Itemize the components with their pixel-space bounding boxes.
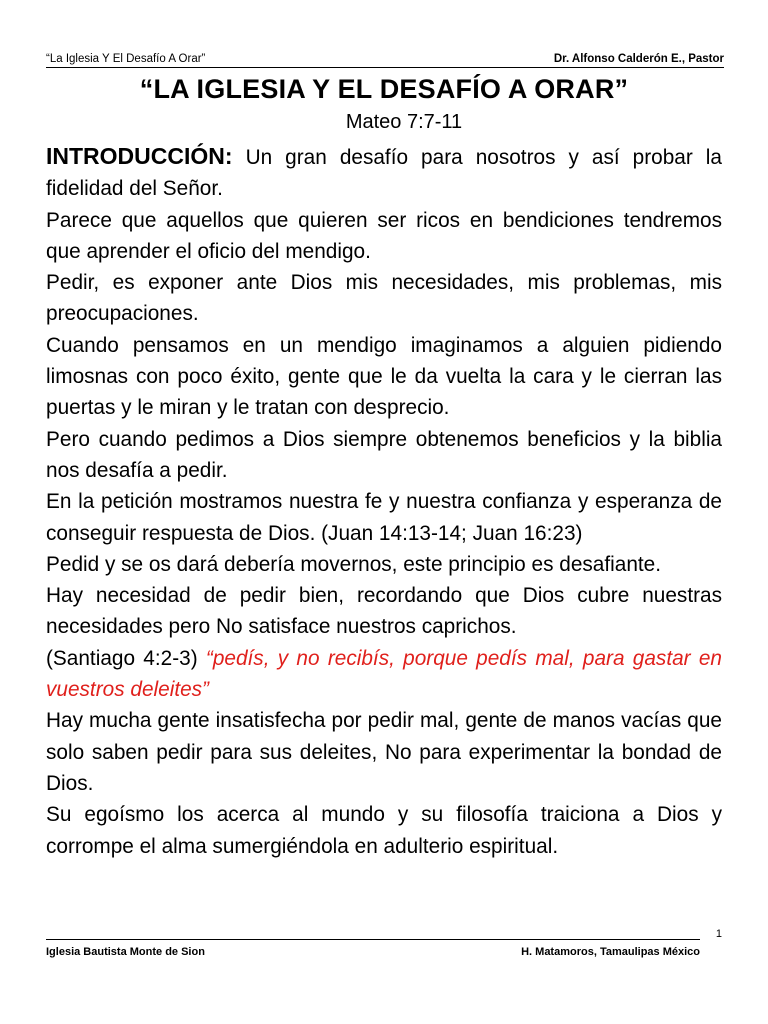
quote-paragraph [46, 643, 722, 706]
paragraph-6: Pedid y se os dará debería movernos, este principio es desafiante. [46, 552, 662, 576]
intro-text: Un gran desafío para nosotros y así probar la fidelidad del Señor. [46, 146, 722, 201]
footer-location: H. Matamoros, Tamaulipas México [521, 946, 700, 958]
intro-label: INTRODUCCIÓN: [46, 143, 233, 169]
paragraph-1: Parece que aquellos que quieren ser ricos en bendiciones tendremos que aprender el oficio del mendigo. [46, 208, 722, 263]
paragraph-7: Hay necesidad de pedir bien, recordando que Dios cubre nuestras necesidades pero No satisface nuestros caprichos. [46, 584, 722, 639]
page-header [46, 47, 724, 68]
paragraph-8: Hay mucha gente insatisfecha por pedir mal, gente de manos vacías que solo saben pedir para sus deleites, No para experimentar la bondad de Dios. [46, 709, 722, 795]
page-footer [46, 939, 700, 958]
header-document-title: “La Iglesia Y El Desafío A Orar” [46, 53, 206, 65]
paragraph-5: En la petición mostramos nuestra fe y nuestra confianza y esperanza de conseguir respuesta de Dios. (Juan 14:13-14; Juan 16:23) [46, 490, 722, 545]
document-body [46, 141, 722, 862]
page-title: “LA IGLESIA Y EL DESAFÍO A ORAR” [139, 74, 629, 104]
scripture-reference: Mateo 7:7-11 [345, 111, 463, 133]
quote-reference: (Santiago 4:2-3) [46, 646, 206, 670]
page-number: 1 [715, 928, 722, 940]
paragraph-4: Pero cuando pedimos a Dios siempre obtenemos beneficios y la biblia nos desafía a pedir. [46, 427, 722, 482]
footer-church: Iglesia Bautista Monte de Sion [46, 946, 205, 958]
paragraph-9: Su egoísmo los acerca al mundo y su filosofía traiciona a Dios y corrompe el alma sumergiéndola en adulterio espiritual. [46, 803, 722, 858]
header-author: Dr. Alfonso Calderón E., Pastor [553, 53, 724, 65]
paragraph-3: Cuando pensamos en un mendigo imaginamos a alguien pidiendo limosnas con poco éxito, gente que le da vuelta la cara y le cierran las puertas y le miran y le tratan con desprecio. [46, 333, 722, 420]
intro-paragraph [46, 141, 722, 205]
quote-text: “pedís, y no recibís, porque pedís mal, para gastar en vuestros deleites” [46, 646, 722, 702]
paragraph-2: Pedir, es exponer ante Dios mis necesidades, mis problemas, mis preocupaciones. [46, 271, 722, 326]
